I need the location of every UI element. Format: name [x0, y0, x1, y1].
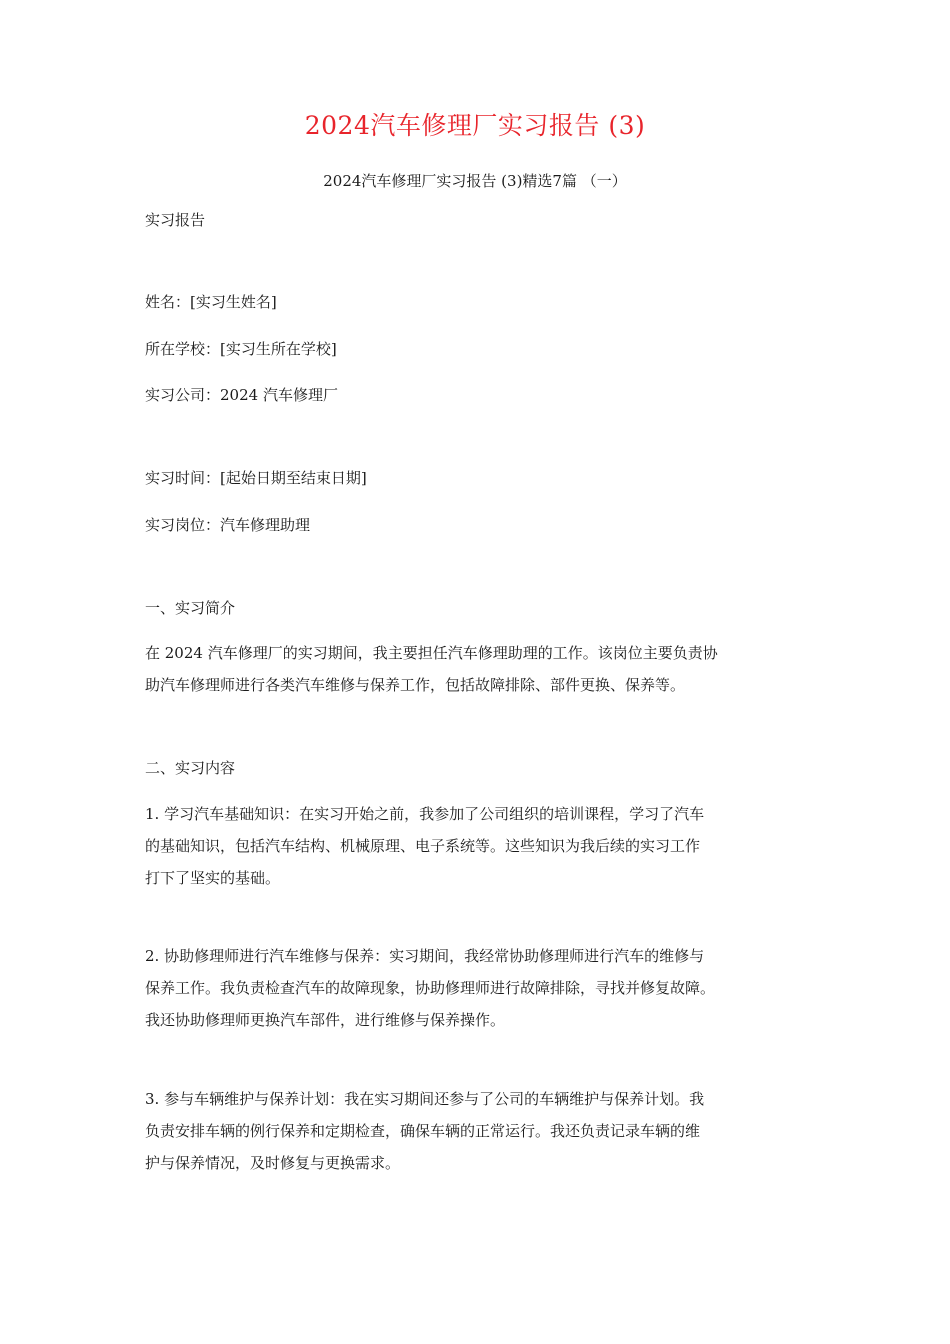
section2-heading: 二、实习内容: [145, 759, 236, 777]
field-company: 实习公司：2024 汽车修理厂: [145, 386, 338, 404]
paragraph-line: 1. 学习汽车基础知识：在实习开始之前，我参加了公司组织的培训课程，学习了汽车: [145, 805, 705, 823]
document-subtitle: 2024汽车修理厂实习报告 (3)精选7篇 （一）: [323, 172, 627, 190]
section1-paragraph: [145, 637, 805, 701]
paragraph-line: 我还协助修理师更换汽车部件，进行维修与保养操作。: [145, 1011, 506, 1029]
paragraph-line: 保养工作。我负责检查汽车的故障现象，协助修理师进行故障排除，寻找并修复故障。: [145, 979, 716, 997]
paragraph-line: 2. 协助修理师进行汽车维修与保养：实习期间，我经常协助修理师进行汽车的维修与: [145, 947, 705, 965]
paragraph-line: 助汽车修理师进行各类汽车维修与保养工作，包括故障排除、部件更换、保养等。: [145, 676, 686, 694]
field-period: 实习时间：[起始日期至结束日期]: [145, 469, 367, 487]
field-name: 姓名：[实习生姓名]: [145, 293, 277, 311]
section1-heading: 一、实习简介: [145, 599, 236, 617]
document-title: 2024汽车修理厂实习报告 (3): [304, 111, 646, 140]
field-position: 实习岗位：汽车修理助理: [145, 516, 311, 534]
paragraph-line: 3. 参与车辆维护与保养计划：我在实习期间还参与了公司的车辆维护与保养计划。我: [145, 1090, 705, 1108]
section2-item2: [145, 940, 805, 1036]
paragraph-line: 在 2024 汽车修理厂的实习期间，我主要担任汽车修理助理的工作。该岗位主要负责协: [145, 644, 718, 662]
section2-item3: [145, 1083, 805, 1179]
report-label: 实习报告: [145, 211, 206, 229]
field-school: 所在学校：[实习生所在学校]: [145, 340, 337, 358]
paragraph-line: 的基础知识，包括汽车结构、机械原理、电子系统等。这些知识为我后续的实习工作: [145, 837, 701, 855]
paragraph-line: 打下了坚实的基础。: [145, 869, 281, 887]
paragraph-line: 护与保养情况，及时修复与更换需求。: [145, 1154, 401, 1172]
section2-item1: [145, 798, 805, 894]
paragraph-line: 负责安排车辆的例行保养和定期检查，确保车辆的正常运行。我还负责记录车辆的维: [145, 1122, 701, 1140]
